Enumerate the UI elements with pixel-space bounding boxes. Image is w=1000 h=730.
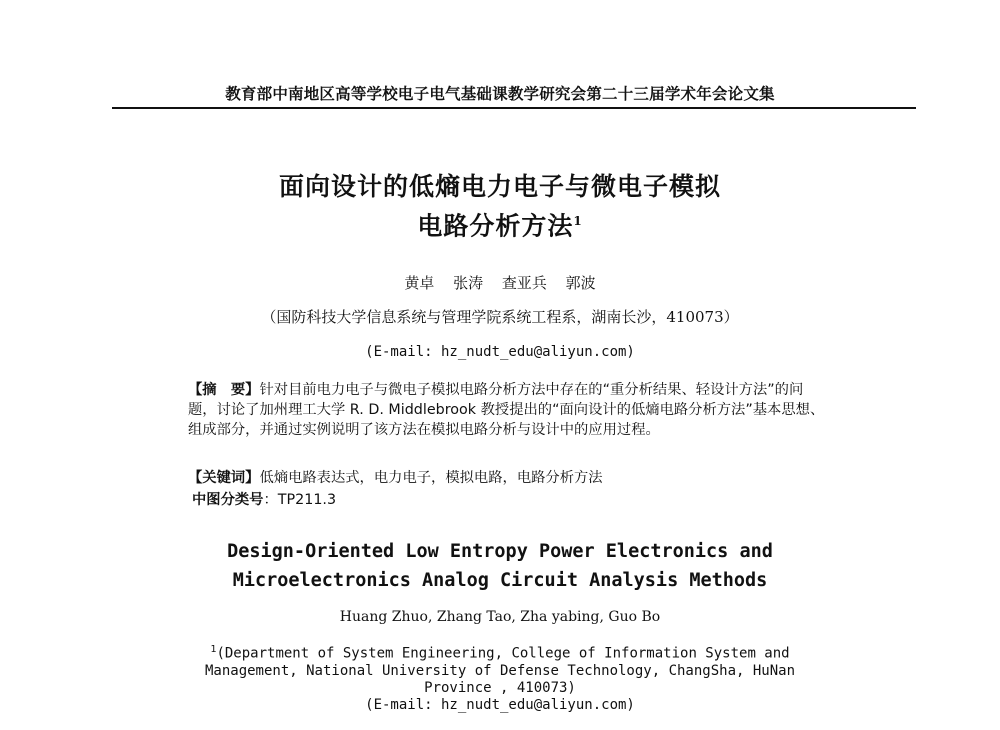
affiliation-en (0, 641, 1000, 714)
header-rule (112, 107, 916, 109)
abstract-label: 【摘 要】 (188, 382, 260, 398)
email-cn: (E-mail: hz_nudt_edu@aliyun.com) (365, 344, 635, 360)
title-footnote-mark: 1 (573, 214, 583, 228)
title-cn-line-2 (0, 204, 1000, 243)
classification-cn (192, 490, 832, 510)
keywords-label: 【关键词】 (188, 470, 260, 486)
classification-label: 中图分类号 (192, 492, 264, 508)
title-cn-line-2-text: 电路分析方法 (417, 211, 574, 241)
paper-title-cn (0, 170, 1000, 243)
affiliation-cn: （国防科技大学信息系统与管理学院系统工程系，湖南长沙，410073） (261, 308, 739, 326)
title-en-line-2: Microelectronics Analog Circuit Analysis Methods (232, 570, 768, 591)
proceedings-header: 教育部中南地区高等学校电子电气基础课教学研究会第二十三届学术年会论文集 (225, 84, 775, 103)
affiliation-mark: 1 (210, 644, 217, 655)
title-en-line-1: Design-Oriented Low Entropy Power Electronics and (227, 541, 773, 562)
authors-en: Huang Zhuo, Zhang Tao, Zha yabing, Guo Bo (339, 609, 661, 625)
email-en: (E-mail: hz_nudt_edu@aliyun.com) (365, 696, 635, 713)
affiliation-en-line-2: Management, National University of Defense Technology, ChangSha, HuNan (204, 662, 795, 679)
abstract-cn (188, 380, 828, 440)
paper-title-en (0, 537, 1000, 595)
classification-code: ：TP211.3 (263, 492, 337, 508)
keywords-text: 低熵电路表达式，电力电子，模拟电路，电路分析方法 (259, 470, 603, 486)
affiliation-en-line-3: Province , 410073) (424, 679, 576, 696)
keywords-cn (188, 468, 828, 488)
abstract-text: 针对目前电力电子与微电子模拟电路分析方法中存在的“重分析结果、轻设计方法”的问题，讨论了加州理工大学 R. D. Middlebrook 教授提出的“面向设计的低熵电路分析方法”基本思想、组成部分，并通过实例说明了该方法在模拟电路分析与设计中的应用过程。 (188, 382, 825, 438)
authors-cn: 黄卓 张涛 查亚兵 郭波 (404, 274, 596, 292)
affiliation-en-line-1-text: (Department of System Engineering, College of Information System and (216, 645, 790, 662)
affiliation-en-line-1 (0, 641, 1000, 663)
title-cn-line-1: 面向设计的低熵电力电子与微电子模拟 (278, 172, 721, 201)
